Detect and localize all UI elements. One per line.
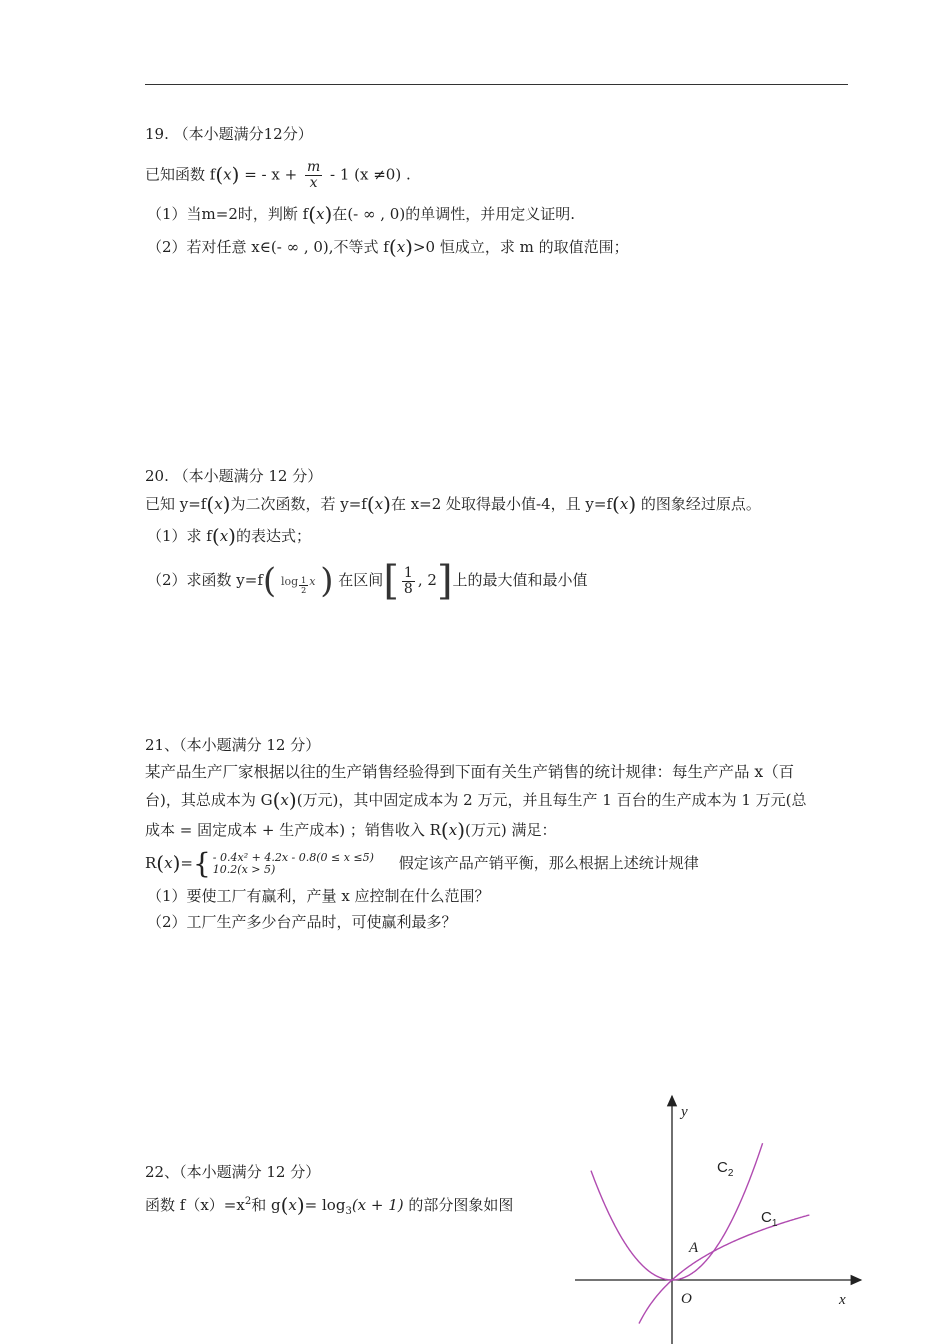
q19-part1: （1）当m=2时，判断 f(x)在(- ∞ , 0)的单调性，并用定义证明. bbox=[147, 202, 575, 226]
q20-log-base: $\frac{1}{2}$ bbox=[301, 576, 307, 595]
curve-c2 bbox=[591, 1143, 763, 1280]
q21-header: 21、（本小题满分 12 分） bbox=[145, 736, 321, 754]
q20-interval-fraction: $\frac{1}{8}$ bbox=[403, 564, 413, 597]
q20-part1: （1）求 f(x)的表达式； bbox=[147, 524, 311, 548]
q21-piecewise: - 0.4x² + 4.2x - 0.8(0 ≤ x ≤5) 10.2(x > 5) bbox=[212, 851, 374, 876]
q21-line2: 台)，其总成本为 G(x)(万元)，其中固定成本为 2 万元，并且每生产 1 百台的生产成本为 1 万元(总 bbox=[145, 788, 807, 812]
q21-part1: （1）要使工厂有赢利，产量 x 应控制在什么范围？ bbox=[147, 887, 490, 905]
q19-fraction: $\frac{m}{x}$ bbox=[306, 159, 321, 191]
c1-label: $C_1$ bbox=[761, 1209, 778, 1229]
q19-part2: （2）若对任意 x∈(- ∞ , 0),不等式 f(x)>0 恒成立，求 m 的取值范围； bbox=[147, 235, 629, 259]
q20-stem: 已知 y=f(x)为二次函数，若 y=f(x)在 x=2 处取得最小值-4，且 y=f(x) 的图象经过原点。 bbox=[145, 492, 761, 516]
y-axis-label: y bbox=[681, 1104, 688, 1120]
q20-part2: （2）求函数 y=f( log $\frac{1}{2}$ x ) 在区间[ $\frac{1}{8}$ , 2]上的最大值和最小值 bbox=[147, 558, 588, 604]
function-graph bbox=[565, 1090, 870, 1344]
x-axis-label: x bbox=[839, 1292, 846, 1308]
q20-header: 20. （本小题满分 12 分） bbox=[145, 467, 323, 485]
q21-part2: （2）工厂生产多少台产品时，可使赢利最多？ bbox=[147, 913, 457, 931]
q22-header: 22、（本小题满分 12 分） bbox=[145, 1163, 321, 1181]
q21-line3: 成本 = 固定成本 + 生产成本) ；销售收入 R(x)(万元) 满足： bbox=[145, 818, 557, 842]
q19-header: 19. （本小题满分12分） bbox=[145, 125, 313, 143]
header-rule bbox=[145, 84, 848, 85]
q22-stem: 函数 $f(x)=x^2$和 $g(x)= \log_3(x + 1)$ 的部分图象如图 bbox=[145, 1193, 514, 1217]
curve-c1 bbox=[639, 1215, 809, 1324]
point-a-label: A bbox=[689, 1240, 699, 1256]
origin-label: O bbox=[681, 1291, 692, 1307]
c2-label: $C_2$ bbox=[717, 1159, 734, 1179]
q21-revenue: R(x)={ - 0.4x² + 4.2x - 0.8(0 ≤ x ≤5) 10.2(x > 5) 假定该产品产销平衡，那么根据上述统计规律 bbox=[145, 847, 699, 880]
q19-stem: 已知函数 f(x) = - x + $\frac{m}{x}$ - 1 (x ≠0) . bbox=[145, 159, 411, 191]
q21-line1: 某产品生产厂家根据以往的生产销售经验得到下面有关生产销售的统计规律：每生产产品 x（百 bbox=[145, 763, 795, 781]
